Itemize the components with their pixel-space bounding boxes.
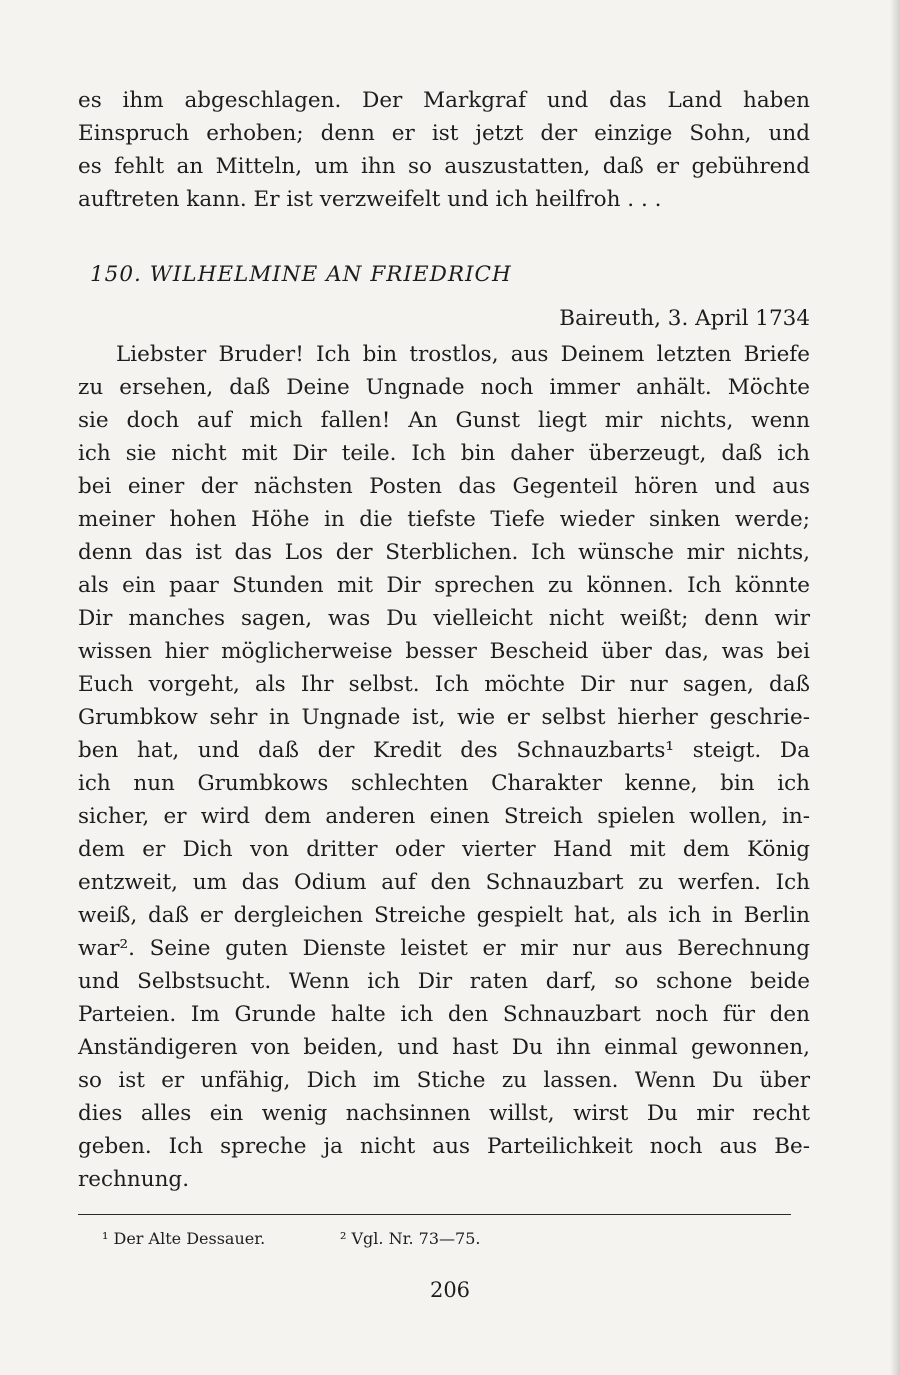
letter-heading: 150. WILHELMINE AN FRIEDRICH (90, 262, 512, 287)
text-line: dem er Dich von dritter oder vierter Hand mit dem König (78, 837, 810, 862)
text-line: so ist er unfähig, Dich im Stiche zu lassen. Wenn Du über (78, 1068, 810, 1093)
text-line: Parteien. Im Grunde halte ich den Schnauzbart noch für den (78, 1002, 810, 1027)
text-line: sie doch auf mich fallen! An Gunst liegt mir nichts, wenn (78, 408, 810, 433)
text-line: ich nun Grumbkows schlechten Charakter kenne, bin ich (78, 771, 810, 796)
footnote-rule (78, 1214, 791, 1215)
text-line: geben. Ich spreche ja nicht aus Parteilichkeit noch aus Be- (78, 1134, 810, 1159)
text-line: war². Seine guten Dienste leistet er mir nur aus Berechnung (78, 936, 810, 961)
text-line: ich sie nicht mit Dir teile. Ich bin daher überzeugt, daß ich (78, 441, 810, 466)
text-line: Grumbkow sehr in Ungnade ist, wie er selbst hierher geschrie- (78, 705, 810, 730)
footnote: ² Vgl. Nr. 73—75. (340, 1229, 481, 1248)
text-line: Liebster Bruder! Ich bin trostlos, aus Deinem letzten Briefe (116, 342, 810, 367)
text-line: zu ersehen, daß Deine Ungnade noch immer anhält. Möchte (78, 375, 810, 400)
page-number: 206 (429, 1278, 471, 1302)
text-line: Dir manches sagen, was Du vielleicht nicht weißt; denn wir (78, 606, 810, 631)
text-line: wissen hier möglicherweise besser Bescheid über das, was bei (78, 639, 810, 664)
text-line: auftreten kann. Er ist verzweifelt und ich heilfroh . . . (78, 187, 662, 212)
text-line: weiß, daß er dergleichen Streiche gespielt hat, als ich in Berlin (78, 903, 810, 928)
text-line: meiner hohen Höhe in die tiefste Tiefe wieder sinken werde; (78, 507, 810, 532)
place-date: Baireuth, 3. April 1734 (559, 306, 810, 331)
text-line: es fehlt an Mitteln, um ihn so auszustatten, daß er gebührend (78, 154, 810, 179)
text-line: und Selbstsucht. Wenn ich Dir raten darf, so schone beide (78, 969, 810, 994)
text-line: bei einer der nächsten Posten das Gegenteil hören und aus (78, 474, 810, 499)
text-line: denn das ist das Los der Sterblichen. Ich wünsche mir nichts, (78, 540, 810, 565)
text-line: ben hat, und daß der Kredit des Schnauzbarts¹ steigt. Da (78, 738, 810, 763)
text-line: Anständigeren von beiden, und hast Du ihn einmal gewonnen, (78, 1035, 810, 1060)
text-line: Einspruch erhoben; denn er ist jetzt der einzige Sohn, und (78, 121, 810, 146)
text-line: dies alles ein wenig nachsinnen willst, wirst Du mir recht (78, 1101, 810, 1126)
footnote: ¹ Der Alte Dessauer. (102, 1229, 266, 1248)
text-line: sicher, er wird dem anderen einen Streich spielen wollen, in- (78, 804, 810, 829)
text-line: es ihm abgeschlagen. Der Markgraf und das Land haben (78, 88, 810, 113)
text-line: als ein paar Stunden mit Dir sprechen zu können. Ich könnte (78, 573, 810, 598)
text-line: entzweit, um das Odium auf den Schnauzbart zu werfen. Ich (78, 870, 810, 895)
page-edge-shadow (890, 0, 900, 1375)
text-line: Euch vorgeht, als Ihr selbst. Ich möchte Dir nur sagen, daß (78, 672, 810, 697)
text-line: rechnung. (78, 1167, 190, 1192)
